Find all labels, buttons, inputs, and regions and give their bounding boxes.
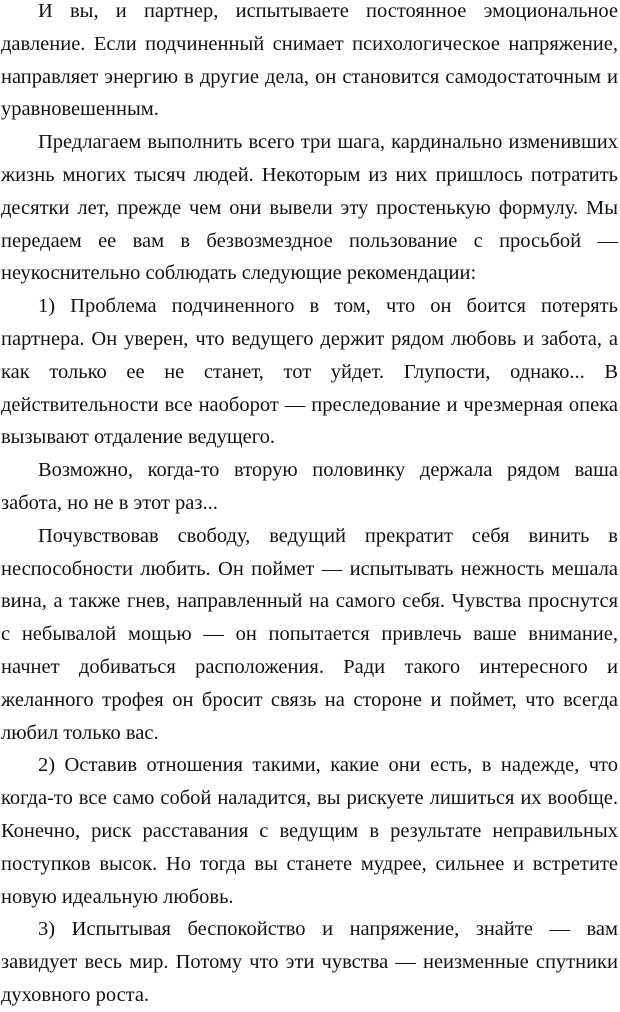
paragraph-5: Почувствовав свободу, ведущий прекратит себя винить в неспособности любить. Он поймет — испытывать нежность мешала вина, а также гнев, направленный на самого себя. Чувства проснутся с небывалой мощью — он попытается привлечь ваше внимание, начнет добиваться расположения. Ради такого интересного и желанного трофея он бросит связь на стороне и поймет, что всегда любил только вас.: [1, 524, 618, 744]
paragraph-7: 3) Испытывая беспокойство и напряжение, знайте — вам завидует весь мир. Потому что эти чувства — неизменные спутники духовного роста.: [1, 918, 618, 1006]
paragraph-2: Предлагаем выполнить всего три шага, кардинально изменивших жизнь многих тысяч людей. Некоторым из них пришлось потратить десятки лет, прежде чем они вывели эту простенькую формулу. Мы передаем ее вам в безвозмездное пользование с просьбой — неукоснительно соблюдать следующие рекомендации:: [1, 131, 618, 285]
paragraph-1: И вы, и партнер, испытываете постоянное эмоциональное давление. Если подчиненный снимает психологическое напряжение, направляет энергию в другие дела, он становится самодостаточным и уравновешенным.: [1, 0, 618, 121]
paragraph-3: 1) Проблема подчиненного в том, что он боится потерять партнера. Он уверен, что ведущего держит рядом любовь и забота, а как только ее не станет, тот уйдет. Глупости, однако... В действительности все наоборот — преследование и чрезмерная опека вызывают отдаление ведущего.: [1, 295, 618, 449]
paragraph-4: Возможно, когда-то вторую половинку держала рядом ваша забота, но не в этот раз...: [1, 459, 618, 514]
paragraph-6: 2) Оставив отношения такими, какие они есть, в надежде, что когда-то все само собой наладится, вы рискуете лишиться их вообще. Конечно, риск расставания с ведущим в результате неправильных поступков высок. Но тогда вы станете мудрее, сильнее и встретите новую идеальную любовь.: [1, 754, 618, 908]
